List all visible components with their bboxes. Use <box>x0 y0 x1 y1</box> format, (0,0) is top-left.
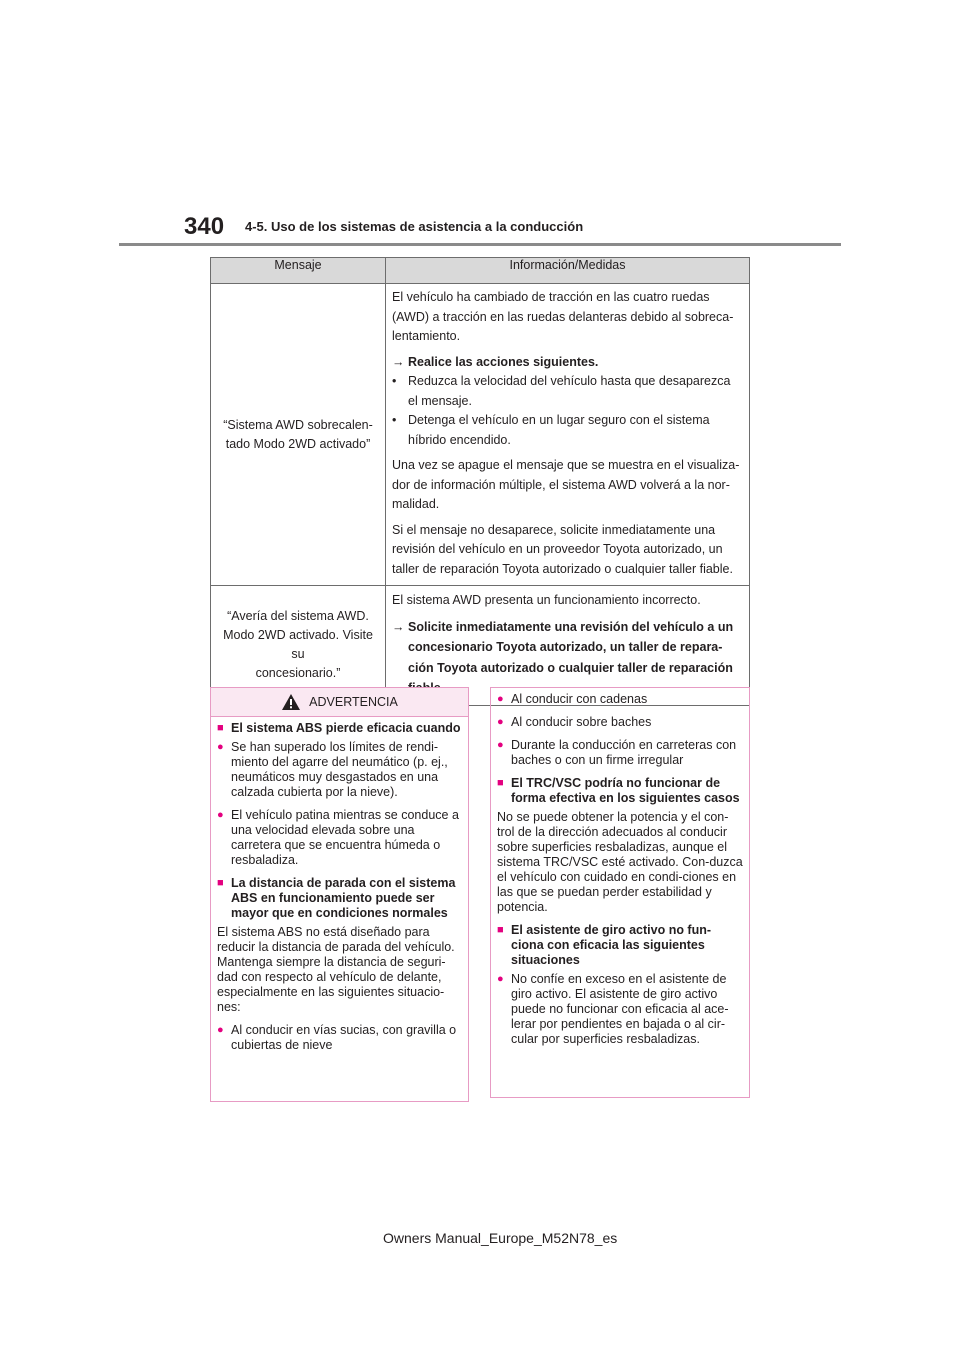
section-title: 4-5. Uso de los sistemas de asistencia a la conducción <box>245 219 584 234</box>
arrow-icon: → <box>392 619 405 634</box>
list-item <box>392 372 743 411</box>
list-item <box>497 972 743 1047</box>
message-cell <box>211 284 386 586</box>
list-item-text: Reduzca la velocidad del vehículo hasta que desaparezca el mensaje. <box>408 374 731 408</box>
square-icon: ■ <box>217 877 224 889</box>
info-intro: El vehículo ha cambiado de tracción en las cuatro ruedas (AWD) a tracción en las ruedas delanteras debido al sobreca-lentamiento. <box>392 290 734 343</box>
message-line: Modo 2WD activado. Visite su <box>223 628 373 662</box>
list-item <box>392 411 743 450</box>
action-text: Solicite inmediatamente una revisión del vehículo a un concesionario Toyota autorizado, un taller de repara-ción Toyota autorizado o cualquier taller de reparación <box>408 619 734 675</box>
warning-box-right <box>490 687 750 1098</box>
list-item-text: Se han superado los límites de rendi-miento del agarre del neumático (p. ej., neumáticos muy desgastados en una calzada cubierta por la nieve). <box>231 740 448 799</box>
warning-heading <box>497 776 743 806</box>
warning-paragraph: El sistema ABS no está diseñado para reducir la distancia de parada del vehículo. Mantenga siempre la distancia de seguri-dad con respecto al vehículo de delante, especialmente en las siguientes situacio-nes: <box>217 925 455 1014</box>
warning-heading <box>497 923 743 968</box>
arrow-icon: → <box>392 354 405 369</box>
list-item-text: Durante la conducción en carreteras con baches o con un firme irregular <box>511 738 737 767</box>
circle-bullet-icon: ● <box>497 739 504 751</box>
message-table <box>210 257 750 706</box>
page-number: 340 <box>184 213 225 240</box>
circle-bullet-icon: ● <box>217 809 224 821</box>
column-header-info: Información/Medidas <box>386 258 750 284</box>
square-icon: ■ <box>497 777 504 789</box>
square-icon: ■ <box>217 722 224 734</box>
circle-bullet-icon: ● <box>217 741 224 753</box>
warning-triangle-icon <box>281 693 301 711</box>
warning-content <box>491 688 749 1047</box>
list-item-text: Detenga el vehículo en un lugar seguro con el sistema híbrido encendido. <box>408 413 710 447</box>
warning-heading-text: El TRC/VSC podría no funcionar de forma efectiva en los siguientes casos <box>511 776 740 805</box>
action-text: Realice las acciones siguientes. <box>408 354 599 369</box>
info-paragraph: Si el mensaje no desaparece, solicite inmediatamente una revisión del vehículo en un proveedor Toyota autorizado, un taller de reparación Toyota autorizado o cualquier taller fiable. <box>392 522 733 576</box>
circle-bullet-icon: ● <box>497 693 504 705</box>
list-item <box>497 738 743 768</box>
list-item-text: Al conducir sobre baches <box>511 715 652 729</box>
message-line: “Avería del sistema AWD. <box>227 609 369 624</box>
warning-content <box>211 717 468 1053</box>
info-paragraph: Una vez se apague el mensaje que se muestra en el visualiza-dor de información múltiple, el sistema AWD volverá a la nor-malidad. <box>392 458 740 511</box>
list-item <box>497 692 743 707</box>
list-item <box>497 715 743 730</box>
warning-paragraph: No se puede obtener la potencia y el con-trol de la dirección adecuados al conducir sobre superficies resbaladizas, aunque el sistema TRC/VSC esté activado. Con-duzca el vehículo con cuidado en condi-ciones en las que se puedan perder estabilidad y potencia. <box>497 810 743 914</box>
list-item-text: Al conducir con cadenas <box>511 692 648 706</box>
warning-box-left <box>210 687 469 1102</box>
list-item-text: No confíe en exceso en el asistente de giro activo. El asistente de giro activo puede no funcionar con eficacia al ace-lerar por pendientes en bajada o al cir-cular por superficies resbaladizas. <box>511 972 729 1046</box>
warning-heading-text: El sistema ABS pierde eficacia cuando <box>231 721 461 735</box>
footer-text: Owners Manual_Europe_M52N78_es <box>383 1230 618 1246</box>
message-line: “Sistema AWD sobrecalen- <box>223 417 373 432</box>
info-cell <box>386 284 750 586</box>
circle-bullet-icon: ● <box>497 716 504 728</box>
list-item <box>217 1023 462 1053</box>
bullet-icon: • <box>392 374 397 388</box>
info-intro: El sistema AWD presenta un funcionamiento incorrecto. <box>392 593 701 607</box>
warning-heading-text: El asistente de giro activo no fun-ciona con eficacia las siguientes situaciones <box>511 923 712 967</box>
table-header-row <box>211 258 750 284</box>
warning-heading <box>217 876 462 921</box>
square-icon: ■ <box>497 924 504 936</box>
list-item <box>217 740 462 800</box>
list-item-text: Al conducir en vías sucias, con gravilla o cubiertas de nieve <box>231 1023 457 1052</box>
header-rule <box>119 243 841 246</box>
circle-bullet-icon: ● <box>217 1024 224 1036</box>
list-item-text: El vehículo patina mientras se conduce a una velocidad elevada sobre una carretera que se encuentra húmeda o resbaladiza. <box>231 808 459 867</box>
list-item <box>217 808 462 868</box>
bullet-icon: • <box>392 413 397 427</box>
table-row <box>211 284 750 586</box>
action-line <box>392 353 743 373</box>
warning-heading-text: La distancia de parada con el sistema ABS en funcionamiento puede ser mayor que en condiciones normales <box>231 876 456 920</box>
column-header-message: Mensaje <box>211 258 386 284</box>
warning-title: ADVERTENCIA <box>309 694 398 709</box>
message-line: tado Modo 2WD activado” <box>225 436 371 451</box>
circle-bullet-icon: ● <box>497 973 504 985</box>
warning-header <box>211 688 468 717</box>
message-line: concesionario.” <box>255 666 341 681</box>
warning-heading <box>217 721 462 736</box>
